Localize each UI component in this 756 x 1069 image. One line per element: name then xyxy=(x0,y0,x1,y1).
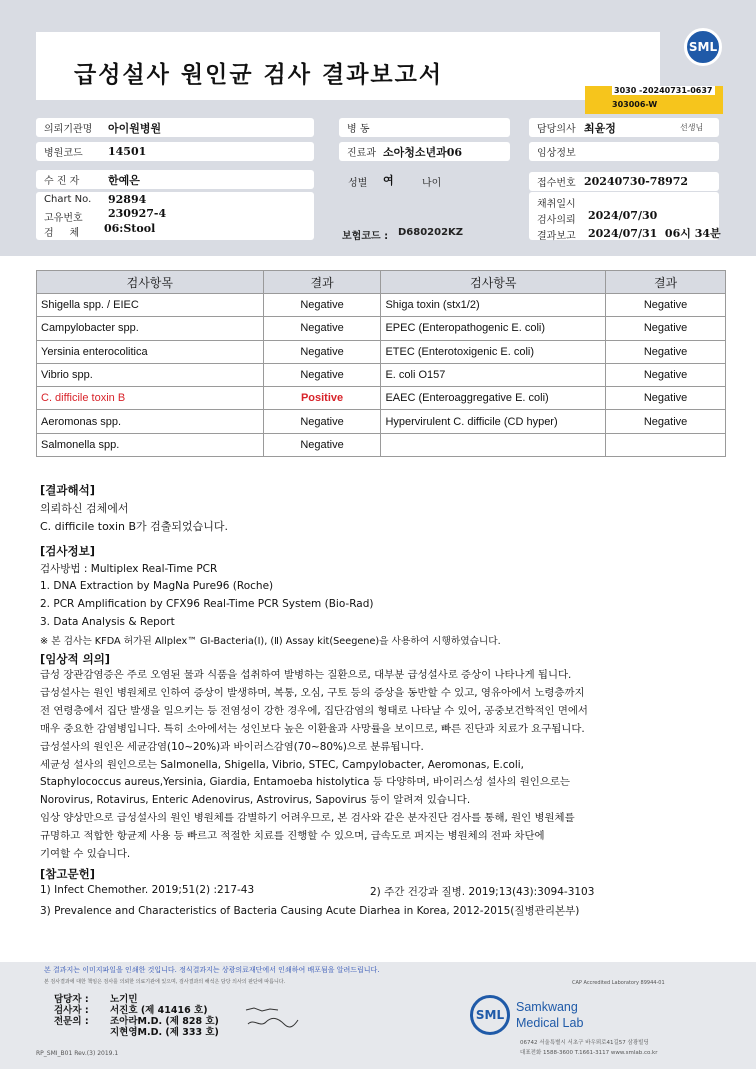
patient-name-field xyxy=(36,170,314,189)
clinical-line: 급성설사의 원인은 세균감염(10~20%)과 바이러스감염(70~80%)으로 분류됩니다. xyxy=(40,740,424,753)
doctor-label: 담당의사 xyxy=(537,124,576,135)
doctor-title: 선생님 xyxy=(680,123,704,132)
signature-scribble-icon xyxy=(244,1004,300,1030)
test-info-heading: [검사정보] xyxy=(40,544,95,558)
table-row xyxy=(37,317,726,340)
test-name: Campylobacter spp. xyxy=(37,317,264,340)
request-label: 검사의뢰 xyxy=(537,215,576,226)
unique-no-label: 고유번호 xyxy=(44,213,83,224)
test-result: Negative xyxy=(263,340,381,363)
test-result: Negative xyxy=(263,294,381,317)
chart-no-value: 92894 xyxy=(108,193,147,206)
header-test-item-1: 검사항목 xyxy=(37,271,264,294)
test-result: Negative xyxy=(606,387,726,410)
test-name: Shigella spp. / EIEC xyxy=(37,294,264,317)
age-label: 나이 xyxy=(422,178,442,189)
title-box xyxy=(36,32,660,100)
staff-value: 노기민 xyxy=(110,994,138,1005)
clinical-info-label: 임상정보 xyxy=(537,148,576,159)
test-result: Negative xyxy=(263,433,381,456)
report-value: 2024/07/31 06시 34분 xyxy=(588,227,721,240)
report-title: 급성설사 원인균 검사 결과보고서 xyxy=(74,62,444,88)
report-code-2: 303006-W xyxy=(612,100,658,109)
report-code-1: 3030 -20240731-0637 xyxy=(614,86,713,95)
test-name: E. coli O157 xyxy=(381,363,606,386)
clinical-line: 세균성 설사의 원인으로는 Salmonella, Shigella, Vibrio, STEC, Campylobacter, Aeromonas, E.coli, xyxy=(40,758,524,771)
hospital-code-field xyxy=(36,142,314,161)
table-row xyxy=(37,363,726,386)
table-row xyxy=(37,410,726,433)
test-name: EPEC (Enteropathogenic E. coli) xyxy=(381,317,606,340)
clinical-line: 기여할 수 있습니다. xyxy=(40,848,131,861)
results-header-row xyxy=(37,271,726,294)
test-step-3: 3. Data Analysis & Report xyxy=(40,616,175,628)
table-row xyxy=(37,294,726,317)
interpretation-line-1: 의뢰하신 검체에서 xyxy=(40,502,129,515)
specimen-label: 검 체 xyxy=(44,228,80,239)
staff-label: 전문의 : xyxy=(54,1016,89,1027)
test-result: Negative xyxy=(606,340,726,363)
test-result: Negative xyxy=(606,294,726,317)
doctor-value: 최윤정 xyxy=(584,121,616,135)
test-name: C. difficile toxin B xyxy=(37,387,264,410)
clinical-paragraph xyxy=(40,667,720,864)
header-test-item-2: 검사항목 xyxy=(381,271,606,294)
test-name xyxy=(381,433,606,456)
receipt-no-label: 접수번호 xyxy=(537,178,576,189)
test-name: ETEC (Enterotoxigenic E. coli) xyxy=(381,340,606,363)
test-result xyxy=(606,433,726,456)
institution-field xyxy=(36,118,314,137)
clinical-heading: [임상적 의의] xyxy=(40,652,111,666)
unique-no-value: 230927-4 xyxy=(108,207,167,220)
clinical-line: 급성설사는 원인 병원체로 인하여 증상이 발생하며, 복통, 오심, 구토 등의 증상을 동반할 수 있고, 영유아에서 노령층까지 xyxy=(40,686,585,699)
company-name-line-2: Medical Lab xyxy=(516,1016,584,1030)
insurance-code-label: 보험코드 : xyxy=(342,231,389,242)
reference-2: 2) 주간 건강과 질병. 2019;13(43):3094-3103 xyxy=(370,886,595,898)
test-name: Hypervirulent C. difficile (CD hyper) xyxy=(381,410,606,433)
test-step-2: 2. PCR Amplification by CFX96 Real-Time PCR System (Bio-Rad) xyxy=(40,598,374,610)
clinical-line: 임상 양상만으로 급성설사의 원인 병원체를 감별하기 어려우므로, 본 검사와 같은 분자진단 검사를 통해, 원인 병원체를 xyxy=(40,812,575,825)
clinical-line: 급성 장관감염증은 주로 오염된 물과 식품을 섭취하여 발병하는 질환으로, 대부분 급성설사로 증상이 나타나게 됩니다. xyxy=(40,669,572,681)
table-row xyxy=(37,387,726,410)
header-result-1: 결과 xyxy=(263,271,381,294)
specimen-value: 06:Stool xyxy=(104,222,156,235)
staff-label: 검사자 : xyxy=(54,1005,89,1016)
request-value: 2024/07/30 xyxy=(588,209,658,222)
interpretation-heading: [결과해석] xyxy=(40,483,95,497)
report-label: 결과보고 xyxy=(537,231,576,242)
interpretation-line-2: C. difficile toxin B가 검출되었습니다. xyxy=(40,520,229,533)
footer-fineprint: 본 검사결과에 대한 책임은 검사를 의뢰한 의료기관에 있으며, 검사결과의 해석은 담당 의사의 판단에 따릅니다. xyxy=(44,979,286,985)
form-code: RP_SMI_B01 Rev.(3) 2019.1 xyxy=(36,1050,119,1057)
test-name: Aeromonas spp. xyxy=(37,410,264,433)
header-result-2: 결과 xyxy=(606,271,726,294)
receipt-no-field xyxy=(529,172,719,191)
department-field xyxy=(339,142,510,161)
department-label: 진료과 xyxy=(347,148,376,159)
test-method: 검사방법 : Multiplex Real-Time PCR xyxy=(40,563,218,575)
patient-name-value: 한예은 xyxy=(108,173,140,187)
test-result: Negative xyxy=(606,363,726,386)
test-name: Yersinia enterocolitica xyxy=(37,340,264,363)
ward-field xyxy=(339,118,510,137)
test-name: Salmonella spp. xyxy=(37,433,264,456)
test-result: Negative xyxy=(606,317,726,340)
doctor-field xyxy=(529,118,719,137)
staff-value: 서진호 (제 41416 호) xyxy=(110,1005,208,1016)
patient-name-label: 수 진 자 xyxy=(44,176,80,187)
sex-value: 여 xyxy=(383,174,394,187)
test-result: Negative xyxy=(606,410,726,433)
department-value: 소아청소년과06 xyxy=(383,145,463,159)
staff-value: 조아라M.D. (제 828 호) xyxy=(110,1016,219,1027)
references-heading: [참고문헌] xyxy=(40,867,95,881)
sml-footer-logo-icon: SML xyxy=(470,995,510,1035)
institution-label: 의뢰기관명 xyxy=(44,124,93,135)
test-name: EAEC (Enteroaggregative E. coli) xyxy=(381,387,606,410)
staff-label: 담당자 : xyxy=(54,994,89,1005)
print-notice: 본 결과지는 이미지파일을 인쇄한 것입니다. 정식결과지는 상광의료재단에서 인쇄하여 배포됨을 알려드립니다. xyxy=(44,966,380,974)
reference-3: 3) Prevalence and Characteristics of Bacteria Causing Acute Diarhea in Korea, 2012-2015(질병관리본부) xyxy=(40,905,580,917)
chart-no-label: Chart No. xyxy=(44,194,92,205)
ward-label: 병 동 xyxy=(347,124,370,135)
sex-label: 성별 xyxy=(348,178,368,189)
hospital-code-value: 14501 xyxy=(108,145,147,158)
insurance-code-value: D680202KZ xyxy=(398,227,464,238)
sml-logo-icon: SML xyxy=(684,28,722,66)
clinical-line: Norovirus, Rotavirus, Enteric Adenovirus, Astrovirus, Sapovirus 등이 알려져 있습니다. xyxy=(40,794,471,807)
cap-accreditation: CAP Accredited Laboratory 89944-01 xyxy=(572,980,665,986)
receipt-no-value: 20240730-78972 xyxy=(584,175,689,188)
staff-value: 지현영M.D. (제 333 호) xyxy=(110,1027,219,1038)
table-row xyxy=(37,340,726,363)
clinical-line: 매우 중요한 감염병입니다. 특히 소아에서는 성인보다 높은 이환율과 사망률을 보이므로, 빠른 진단과 치료가 요구됩니다. xyxy=(40,722,585,735)
test-result: Negative xyxy=(263,363,381,386)
test-result: Negative xyxy=(263,410,381,433)
test-kit-note: ※ 본 검사는 KFDA 허가된 Allplex™ GI-Bacteria(Ⅰ), (Ⅱ) Assay kit(Seegene)을 사용하여 시행하였습니다. xyxy=(40,636,501,647)
institution-value: 아이원병원 xyxy=(108,121,162,135)
test-name: Vibrio spp. xyxy=(37,363,264,386)
reference-1: 1) Infect Chemother. 2019;51(2) :217-43 xyxy=(40,884,255,896)
test-result: Negative xyxy=(263,317,381,340)
table-row xyxy=(37,433,726,456)
results-table xyxy=(36,270,726,457)
company-address: 06742 서울특별시 서초구 바우뫼로41길57 삼광빌딩 xyxy=(520,1040,649,1046)
hospital-code-label: 병원코드 xyxy=(44,148,83,159)
test-step-1: 1. DNA Extraction by MagNa Pure96 (Roche) xyxy=(40,580,274,592)
clinical-line: 전 연령층에서 집단 발생을 일으키는 등 전염성이 강한 경우에, 집단감염의 형태로 나타날 수 있어, 공중보건학적인 면에서 xyxy=(40,704,588,717)
company-phone: 대표전화 1588-3600 T.1661-3117 www.smlab.co.kr xyxy=(520,1050,658,1056)
company-name-line-1: Samkwang xyxy=(516,1000,578,1014)
clinical-info-field xyxy=(529,142,719,161)
collection-label: 채취일시 xyxy=(537,199,576,210)
test-name: Shiga toxin (stx1/2) xyxy=(381,294,606,317)
clinical-line: Staphylococcus aureus,Yersinia, Giardia, Entamoeba histolytica 등 다양하며, 바이러스성 설사의 원인으로는 xyxy=(40,776,570,789)
test-result: Positive xyxy=(263,387,381,410)
clinical-line: 규명하고 적합한 항균제 사용 등 빠르고 적절한 치료를 진행할 수 있으며, 급속도로 퍼지는 병원체의 전파 차단에 xyxy=(40,830,545,843)
